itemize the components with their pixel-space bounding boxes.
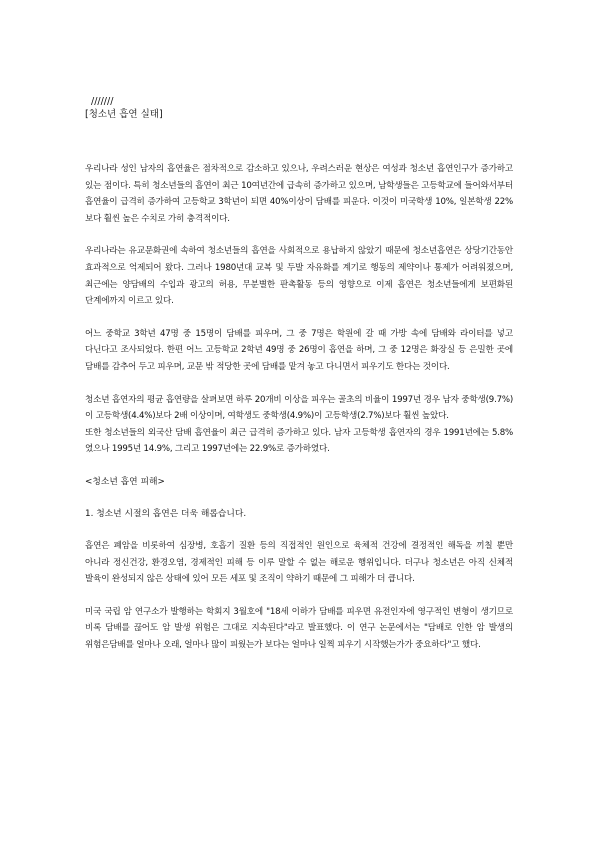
spacer — [85, 376, 513, 392]
spacer — [85, 588, 513, 604]
paragraph-health-damage: 흡연은 폐암을 비롯하여 심장병, 호흡기 질환 등의 직접적인 원인으로 육체적 건강에 결정적인 해독을 끼칠 뿐만 아니라 정신건강, 환경오염, 경제적인 피해 등 이루 말할 수 없는 해로운 행위입니다. 더구나 청소년은 아직 신체적 발육이 완성되지 않은 상태에 있어 모든 세포 및 조직이 약하기 때문에 그 피해가 더 큽니다. — [85, 540, 513, 585]
paragraph-stats-foreign: 또한 청소년들의 외국산 담배 흡연율이 최근 급격히 증가하고 있다. 남자 고등학생 흡연자의 경우 1991년에는 5.8%였으나 1995년 14.9%, 그리고 1997년에는 22.9%로 증가하였다. — [85, 427, 513, 455]
spacer — [85, 458, 513, 474]
paragraph-intro: 우리나라 성인 남자의 흡연율은 점차적으로 감소하고 있으나, 우려스러운 현상은 여성과 청소년 흡연인구가 증가하고 있는 점이다. 특히 청소년들의 흡연이 최근 10여년간에 급속히 증가하고 있으며, 남학생들은 고등학교에 들어와서부터 흡연율이 급격히 증가하여 고등학교 3학년이 되면 40%이상이 담배를 피운다. 이것이 미국학생 10%, 일본학생 22%보다 훨씬 높은 수치로 가히 충격적이다. — [85, 164, 513, 224]
document-body — [85, 95, 513, 653]
subheading-youth-harm: 1. 청소년 시절의 흡연은 더욱 해롭습니다. — [85, 508, 247, 519]
paragraph-stats-consumption: 청소년 흡연자의 평균 흡연량을 살펴보면 하루 20개비 이상을 피우는 골초의 비율이 1997년 경우 남자 중학생(9.7%)이 고등학생(4.4%)보다 2배 이상이며, 여학생도 중학생(4.9%)이 고등학생(2.7%)보다 훨씬 높았다. — [85, 394, 513, 422]
paragraph-cancer-research: 미국 국립 암 연구소가 발행하는 학회지 3월호에 "18세 이하가 담배를 피우면 유전인자에 영구적인 변형이 생기므로 비록 담배를 끊어도 암 발생 위험은 그대로 지속된다"라고 발표했다. 이 연구 논문에서는 "담배로 인한 암 발생의 위험은담배를 얼마나 오래, 얼마나 많이 피웠는가 보다는 얼마나 일찍 피우기 시작했는가가 중요하다"고 했다. — [85, 606, 513, 650]
spacer — [85, 227, 513, 243]
paragraph-survey: 어느 중학교 3학년 47명 중 15명이 담배를 피우며, 그 중 7명은 학원에 갈 때 가방 속에 담배와 라이터를 넣고 다닌다고 조사되었다. 한편 어느 고등학교 2학년 49명 중 26명이 흡연을 하며, 그 중 12명은 화장실 등 은밀한 곳에 담배를 감추어 두고 피우며, 교문 밖 적당한 곳에 담배를 맡겨 놓고 다니면서 피우기도 한다는 것이다. — [85, 328, 513, 372]
spacer — [85, 121, 513, 161]
paragraph-culture: 우리나라는 유교문화권에 속하여 청소년들의 흡연을 사회적으로 용납하지 않았기 때문에 청소년흡연은 상당기간동안 효과적으로 억제되어 왔다. 그러나 1980년대 교복 및 두발 자유화를 계기로 행동의 제약이나 통제가 어려워졌으며, 최근에는 양담배의 수입과 광고의 허용, 무분별한 판촉활동 등의 영향으로 이제 흡연은 청소년들에게 보편화된 단계에까지 이르고 있다. — [85, 246, 513, 307]
spacer — [85, 522, 513, 538]
header-marker: /////// — [91, 96, 114, 107]
section-title-status: [청소년 흡연 실태] — [85, 109, 163, 120]
section-title-harm: <청소년 흡연 피해> — [85, 476, 165, 487]
spacer — [85, 490, 513, 506]
spacer — [85, 310, 513, 326]
